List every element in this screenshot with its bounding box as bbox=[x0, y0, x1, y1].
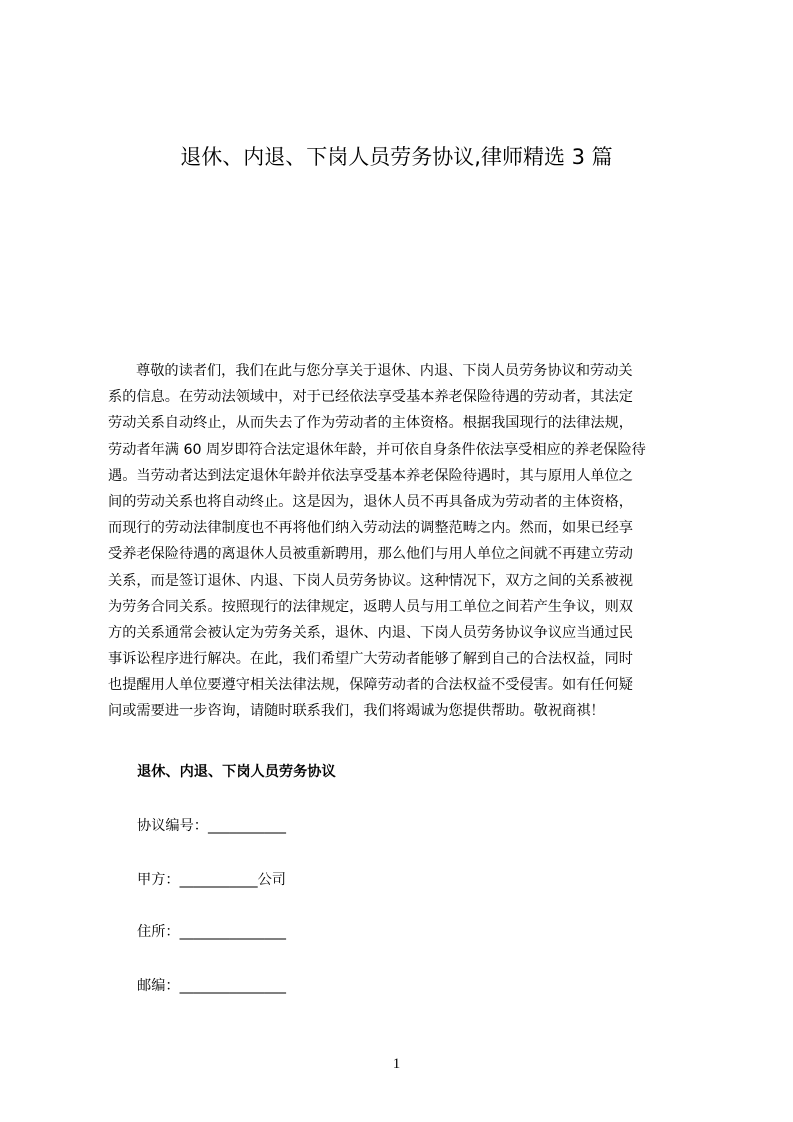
section-heading: 退休、内退、下岗人员劳务协议 bbox=[137, 764, 336, 780]
intro-line: 事诉讼程序进行解决。在此，我们希望广大劳动者能够了解到自己的合法权益，同时 bbox=[108, 651, 633, 668]
intro-paragraph bbox=[108, 358, 698, 768]
agreement-number-field: 协议编号：___________ bbox=[137, 818, 286, 834]
intro-line: 关系，而是签订退休、内退、下岗人员劳务协议。这种情况下，双方之间的关系被视 bbox=[108, 572, 633, 589]
intro-line: 为劳务合同关系。按照现行的法律规定，返聘人员与用工单位之间若产生争议，则双 bbox=[108, 598, 633, 615]
intro-line: 而现行的劳动法律制度也不再将他们纳入劳动法的调整范畴之内。然而，如果已经享 bbox=[108, 520, 633, 537]
page-number: 1 bbox=[392, 1056, 401, 1072]
intro-line: 遇。当劳动者达到法定退休年龄并依法享受基本养老保险待遇时，其与原用人单位之 bbox=[108, 467, 633, 484]
intro-line: 方的关系通常会被认定为劳务关系，退休、内退、下岗人员劳务协议争议应当通过民 bbox=[108, 624, 633, 641]
intro-line: 尊敬的读者们，我们在此与您分享关于退休、内退、下岗人员劳务协议和劳动关 bbox=[136, 363, 633, 379]
postcode-field: 邮编：_______________ bbox=[137, 978, 286, 994]
address-field: 住所：_______________ bbox=[137, 924, 286, 940]
intro-line: 也提醒用人单位要遵守相关法律法规，保障劳动者的合法权益不受侵害。如有任何疑 bbox=[108, 677, 633, 694]
intro-line: 劳动关系自动终止，从而失去了作为劳动者的主体资格。根据我国现行的法律法规， bbox=[108, 415, 633, 432]
intro-line: 系的信息。在劳动法领域中，对于已经依法享受基本养老保险待遇的劳动者，其法定 bbox=[108, 389, 633, 406]
intro-line: 受养老保险待遇的离退休人员被重新聘用，那么他们与用人单位之间就不再建立劳动 bbox=[108, 546, 633, 563]
intro-line: 问或需要进一步咨询，请随时联系我们，我们将竭诚为您提供帮助。敬祝商祺！ bbox=[108, 703, 605, 720]
party-a-field: 甲方：___________公司 bbox=[137, 872, 286, 888]
intro-line: 劳动者年满 60 周岁即符合法定退休年龄，并可依自身条件依法享受相应的养老保险待 bbox=[108, 441, 646, 458]
document-title: 退休、内退、下岗人员劳务协议,律师精选 3 篇 bbox=[180, 145, 613, 169]
intro-line: 间的劳动关系也将自动终止。这是因为，退休人员不再具备成为劳动者的主体资格， bbox=[108, 493, 633, 510]
